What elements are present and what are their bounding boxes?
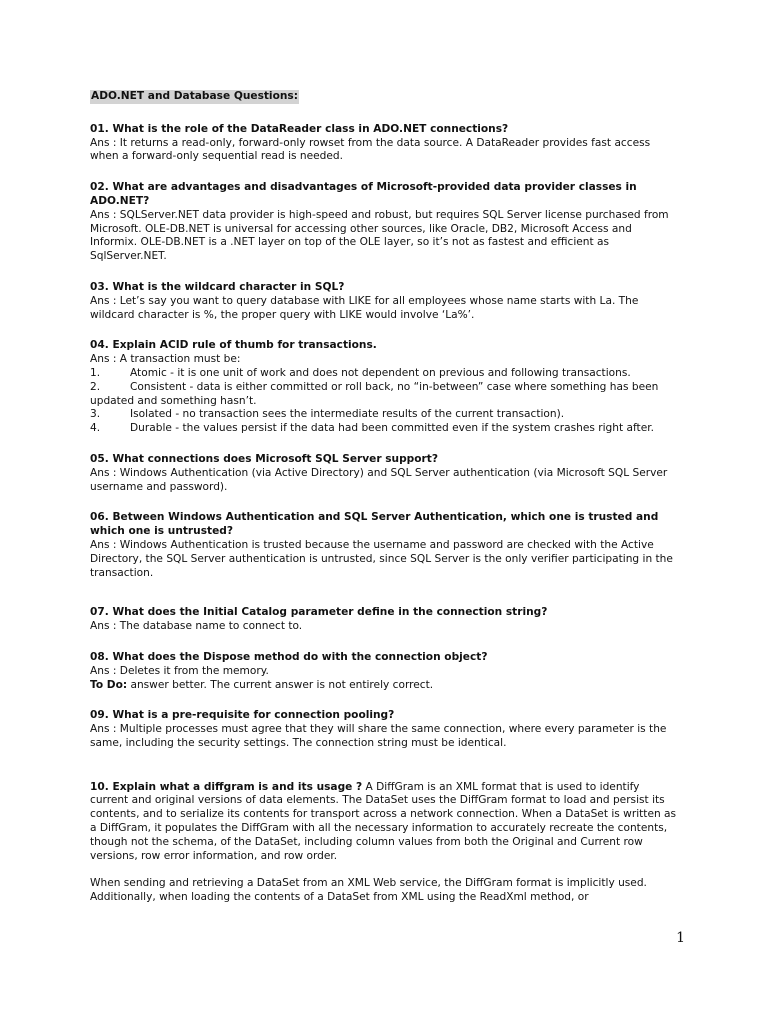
list-item-number: 3. (90, 408, 101, 421)
document-title-row (90, 90, 680, 104)
answer-10-text: A DiffGram is an XML format that is used to identify current and original versions of data elements. The DataSet uses the DiffGram format to load and persist its contents, and to serialize its contents for transport across a network connection. When a DataSet is written as a DiffGram, it populates the DiffGram with all the necessary information to accurately recreate the contents, though not the schema, of the DataSet, including column values from both the Original and Current row versions, row error information, and row order. (90, 780, 677, 862)
qa-07 (90, 606, 680, 634)
todo-text: answer better. The current answer is not entirely correct. (127, 678, 434, 691)
qa-08 (90, 651, 680, 692)
answer-06: Ans : Windows Authentication is trusted because the username and password are checked with the Active Directory, the SQL Server authentication is untrusted, since SQL Server is the only verifier participating in the transaction. (90, 538, 673, 579)
document-title: ADO.NET and Database Questions: (91, 90, 298, 102)
question-10: 10. Explain what a diffgram is and its usage ? (90, 780, 363, 793)
question-01: 01. What is the role of the DataReader class in ADO.NET connections? (90, 122, 509, 135)
answer-07: Ans : The database name to connect to. (90, 620, 303, 633)
answer-02: Ans : SQLServer.NET data provider is high-speed and robust, but requires SQL Server license purchased from Microsoft. OLE-DB.NET is universal for accessing other sources, like Oracle, DB2, Microsoft Access and Informix. OLE-DB.NET is a .NET layer on top of the OLE layer, so it’s not as fastest and efficient as SqlServer.NET. (90, 208, 669, 263)
qa-02 (90, 181, 680, 264)
qa-01 (90, 123, 680, 164)
answer-08: Ans : Deletes it from the memory. (90, 664, 269, 677)
list-item-text: Isolated - no transaction sees the intermediate results of the current transaction). (130, 408, 565, 421)
question-03: 03. What is the wildcard character in SQL? (90, 280, 345, 293)
qa-09 (90, 709, 680, 750)
todo-label: To Do: (90, 678, 128, 691)
list-item-text: Atomic - it is one unit of work and does not dependent on previous and following transactions. (130, 366, 631, 379)
answer-03: Ans : Let’s say you want to query database with LIKE for all employees whose name starts with La. The wildcard character is %, the proper query with LIKE would involve ‘La%’. (90, 294, 639, 321)
list-item-text: Consistent - data is either committed or roll back, no “in-between” case where something has been updated and something hasn’t. (90, 380, 659, 407)
question-06: 06. Between Windows Authentication and SQL Server Authentication, which one is trusted and which one is untrusted? (90, 511, 659, 538)
answer-09: Ans : Multiple processes must agree that they will share the same connection, where every parameter is the same, including the security settings. The connection string must be identical. (90, 723, 667, 749)
answer-01: Ans : It returns a read-only, forward-only rowset from the data source. A DataReader provides fast access when a forward-only sequential read is needed. (90, 136, 651, 163)
answer-04: Ans : A transaction must be: (90, 353, 241, 366)
answer-10 (90, 781, 680, 864)
list-item (90, 367, 680, 381)
question-04: 04. Explain ACID rule of thumb for transactions. (90, 339, 377, 352)
qa-04 (90, 339, 680, 436)
page-number: 1 (676, 930, 685, 946)
question-07: 07. What does the Initial Catalog parameter define in the connection string? (90, 606, 548, 619)
list-item (90, 381, 680, 409)
question-08: 08. What does the Dispose method do with the connection object? (90, 650, 488, 663)
answer-05: Ans : Windows Authentication (via Active Directory) and SQL Server authentication (via Microsoft SQL Server username and password). (90, 466, 668, 493)
question-09: 09. What is a pre-requisite for connection pooling? (90, 709, 395, 722)
qa-03 (90, 281, 680, 322)
list-item-number: 1. (90, 366, 101, 379)
list-item (90, 422, 680, 436)
question-05: 05. What connections does Microsoft SQL Server support? (90, 452, 438, 465)
qa-05 (90, 453, 680, 494)
answer-10-paragraph-2: When sending and retrieving a DataSet from an XML Web service, the DiffGram format is implicitly used. Additionally, when loading the contents of a DataSet from XML using the ReadXml method, or (90, 877, 647, 904)
qa-10 (90, 781, 680, 905)
list-item-number: 4. (90, 422, 101, 435)
document-body (90, 90, 680, 905)
todo-note (90, 679, 680, 693)
list-item-number: 2. (90, 380, 101, 393)
list-item (90, 408, 680, 422)
question-02: 02. What are advantages and disadvantages of Microsoft-provided data provider classes in ADO.NET? (90, 181, 637, 207)
list-item-text: Durable - the values persist if the data had been committed even if the system crashes right after. (130, 422, 654, 435)
qa-06 (90, 511, 680, 580)
